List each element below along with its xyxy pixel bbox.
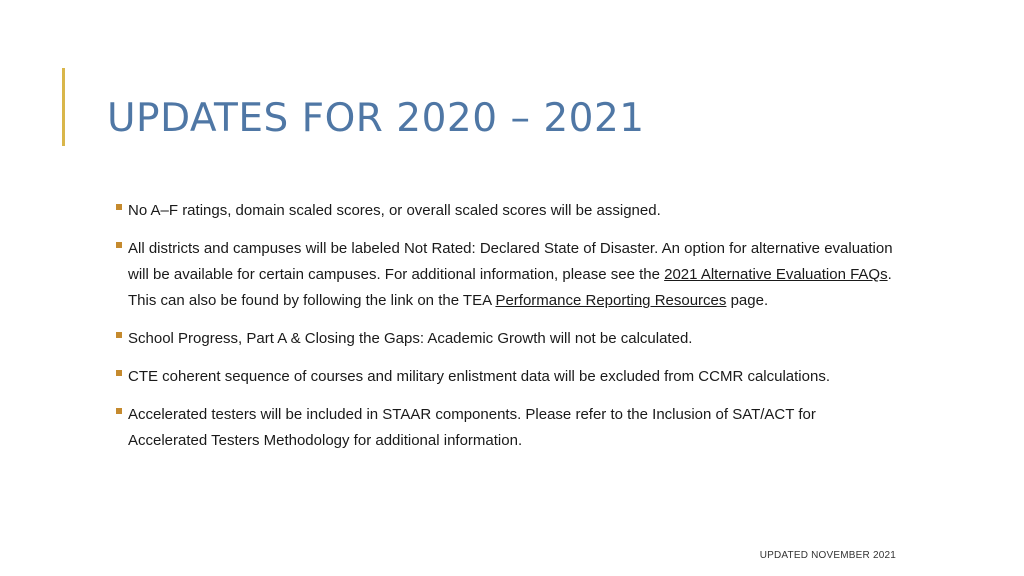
bullet-text: . This can also be found by following the link on the TEA	[128, 266, 892, 309]
bullet-text: page.	[726, 292, 769, 309]
bullet-item-cte	[116, 364, 896, 390]
performance-reporting-resources-link[interactable]: Performance Reporting Resources	[495, 292, 727, 309]
bullet-list	[116, 198, 896, 466]
bullet-text: Accelerated testers will be included in STAAR components. Please refer to the Inclusion of SAT/ACT for Accelerated Testers Methodology for additional information.	[128, 406, 816, 449]
alternative-evaluation-faqs-link[interactable]: 2021 Alternative Evaluation FAQs	[664, 266, 888, 283]
bullet-item-not-rated	[116, 236, 896, 314]
title-accent-bar	[62, 68, 65, 146]
bullet-item-no-ratings	[116, 198, 896, 224]
bullet-item-accelerated-testers	[116, 402, 896, 454]
bullet-text: All districts and campuses will be labeled Not Rated: Declared State of Disaster. An option for alternative evaluation will be available for certain campuses. For additional information, please see the	[128, 240, 893, 283]
bullet-text: CTE coherent sequence of courses and military enlistment data will be excluded from CCMR calculations.	[128, 368, 830, 385]
bullet-text: No A–F ratings, domain scaled scores, or overall scaled scores will be assigned.	[128, 202, 661, 219]
bullet-text: School Progress, Part A & Closing the Gaps: Academic Growth will not be calculated.	[128, 330, 693, 347]
footer-updated-date: UPDATED NOVEMBER 2021	[759, 550, 896, 561]
bullet-item-school-progress	[116, 326, 896, 352]
slide-title: UPDATES FOR 2020 – 2021	[107, 96, 645, 141]
